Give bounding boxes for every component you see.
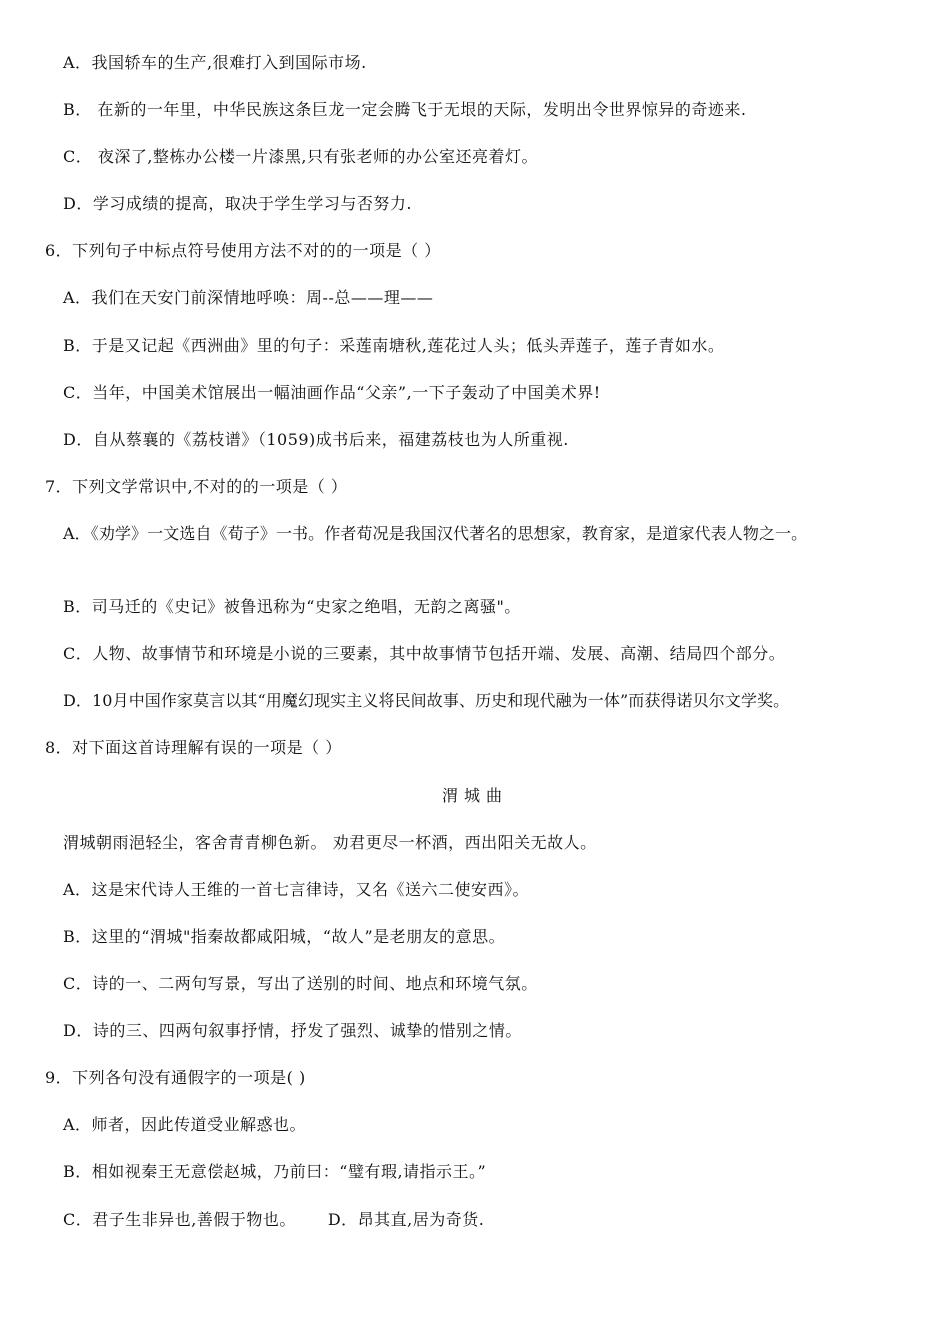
q8-option-b: B．这里的“渭城"指秦故都咸阳城，“故人”是老朋友的意思。 <box>63 927 506 946</box>
q8-option-d: D．诗的三、四两句叙事抒情，抒发了强烈、诚挚的惜别之情。 <box>63 1021 522 1040</box>
q5-option-b: B． 在新的一年里，中华民族这条巨龙一定会腾飞于无垠的天际，发明出令世界惊异的奇迹来. <box>63 100 747 119</box>
q8-stem: 8．对下面这首诗理解有误的一项是（ ） <box>45 738 342 757</box>
q7-option-b: B．司马迁的《史记》被鲁迅称为“史家之绝唱，无韵之离骚"。 <box>63 597 521 616</box>
q9-option-d: D．昂其直,居为奇货. <box>327 1210 485 1229</box>
q5-option-d: D．学习成绩的提高，取决于学生学习与否努力. <box>63 194 412 213</box>
q7-stem: 7．下列文学常识中,不对的的一项是（ ） <box>45 477 348 496</box>
q8-option-c: C．诗的一、二两句写景，写出了送别的时间、地点和环境气氛。 <box>63 974 538 993</box>
q6-stem: 6．下列句子中标点符号使用方法不对的的一项是（ ） <box>45 241 441 260</box>
q7-option-d: D．10月中国作家莫言以其“用魔幻现实主义将民间故事、历史和现代融为一体”而获得诺贝尔文学奖。 <box>63 691 790 710</box>
q9-option-b: B．相如视秦王无意偿赵城，乃前曰：“璧有瑕,请指示王。” <box>63 1162 487 1181</box>
q7-option-a: A．《劝学》一文选自《荀子》一书。作者荀况是我国汉代著名的思想家，教育家，是道家代表人物之一。 <box>63 524 808 543</box>
q9-options-cd <box>63 1209 484 1231</box>
q6-option-b: B．于是又记起《西洲曲》里的句子：采莲南塘秋,莲花过人头；低头弄莲子，莲子青如水。 <box>63 336 725 355</box>
q5-option-c: C． 夜深了,整栋办公楼一片漆黑,只有张老师的办公室还亮着灯。 <box>63 147 539 166</box>
q7-option-c: C．人物、故事情节和环境是小说的三要素，其中故事情节包括开端、发展、高潮、结局四个部分。 <box>63 644 786 663</box>
q9-option-a: A．师者，因此传道受业解惑也。 <box>63 1115 307 1134</box>
q9-stem: 9．下列各句没有通假字的一项是( ) <box>45 1068 306 1087</box>
q6-option-d: D．自从蔡襄的《荔枝谱》（1059)成书后来，福建荔枝也为人所重视. <box>63 430 569 449</box>
poem-text: 渭城朝雨浥轻尘，客舍青青柳色新。 劝君更尽一杯酒，西出阳关无故人。 <box>63 833 597 852</box>
q6-option-a: A．我们在天安门前深情地呼唤：周--总——理—— <box>63 288 434 307</box>
q5-option-a: A．我国轿车的生产,很难打入到国际市场. <box>63 53 367 72</box>
q6-option-c: C．当年，中国美术馆展出一幅油画作品“父亲”,一下子轰动了中国美术界! <box>63 383 601 402</box>
q8-option-a: A．这是宋代诗人王维的一首七言律诗，又名《送六二使安西》。 <box>63 880 530 899</box>
q9-option-c: C．君子生非异也,善假于物也。 <box>63 1210 296 1229</box>
poem-title: 渭城曲 <box>441 786 508 805</box>
